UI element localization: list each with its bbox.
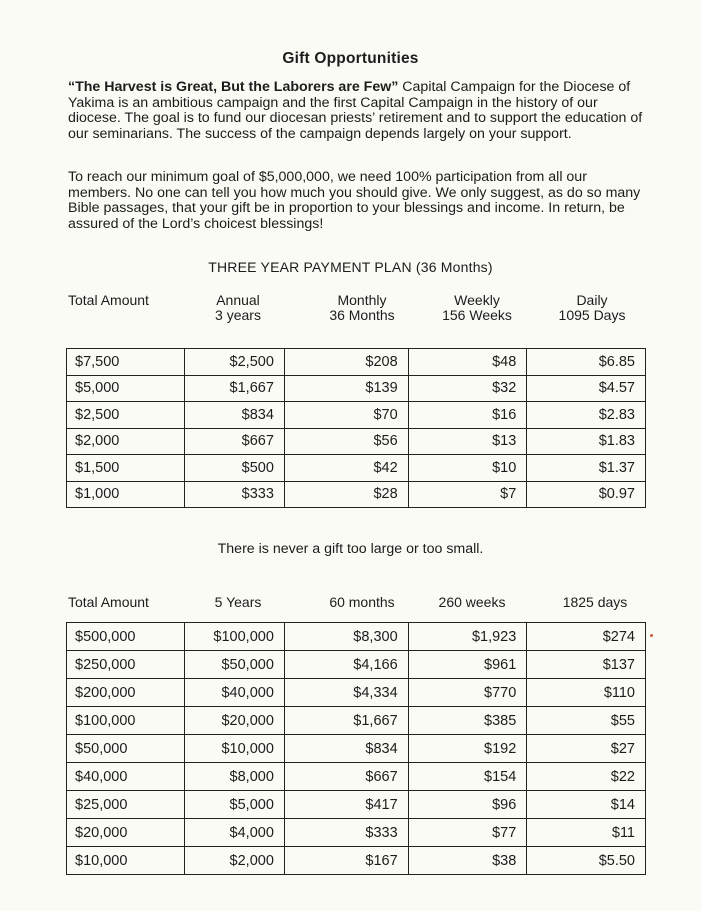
table-cell: $2,500 <box>67 402 185 429</box>
table-cell: $32 <box>408 375 527 402</box>
header-total-amount-2: Total Amount <box>68 594 149 610</box>
table-cell: $7,500 <box>67 349 185 376</box>
table-cell: $27 <box>527 735 646 763</box>
three-year-table <box>66 348 646 508</box>
table-cell: $208 <box>284 349 408 376</box>
header-5-years: 5 Years <box>214 594 262 610</box>
table-cell: $167 <box>284 847 408 875</box>
paper-speck <box>650 634 653 637</box>
table-cell: $10,000 <box>184 735 284 763</box>
table-row <box>67 428 646 455</box>
table-cell: $28 <box>284 481 408 508</box>
table-cell: $200,000 <box>67 679 185 707</box>
table-cell: $13 <box>408 428 527 455</box>
header-daily: Daily 1095 Days <box>558 292 626 323</box>
table-cell: $40,000 <box>67 763 185 791</box>
table-cell: $25,000 <box>67 791 185 819</box>
table-cell: $42 <box>284 455 408 482</box>
table-row <box>67 791 646 819</box>
table-cell: $7 <box>408 481 527 508</box>
table-cell: $22 <box>527 763 646 791</box>
table-cell: $1.37 <box>527 455 646 482</box>
header-1825-days: 1825 days <box>562 594 628 610</box>
table-cell: $500 <box>184 455 284 482</box>
table-cell: $16 <box>408 402 527 429</box>
table-cell: $100,000 <box>184 623 284 651</box>
table-cell: $667 <box>184 428 284 455</box>
table-row <box>67 651 646 679</box>
table-cell: $14 <box>527 791 646 819</box>
table-cell: $417 <box>284 791 408 819</box>
table-cell: $8,300 <box>284 623 408 651</box>
table-row <box>67 679 646 707</box>
table-cell: $834 <box>284 735 408 763</box>
table-cell: $10 <box>408 455 527 482</box>
table-cell: $500,000 <box>67 623 185 651</box>
table-cell: $139 <box>284 375 408 402</box>
table-cell: $110 <box>527 679 646 707</box>
intro-paragraph <box>68 80 650 142</box>
table-cell: $4,334 <box>284 679 408 707</box>
table-row <box>67 707 646 735</box>
table-cell: $770 <box>408 679 527 707</box>
table-cell: $2,000 <box>67 428 185 455</box>
table-cell: $1,000 <box>67 481 185 508</box>
header-weekly: Weekly 156 Weeks <box>442 292 512 323</box>
table-cell: $2,000 <box>184 847 284 875</box>
table-cell: $0.97 <box>527 481 646 508</box>
table-cell: $6.85 <box>527 349 646 376</box>
intro-text: Capital Campaign for the Diocese of Yakima is an ambitious campaign and the first Capital Campaign in the history of our diocese. The goal is to fund our diocesan priests’ retirement and to support the education of our seminarians. The success of the campaign depends largely on your support. <box>68 79 643 142</box>
table-cell: $96 <box>408 791 527 819</box>
table-cell: $667 <box>284 763 408 791</box>
table-cell: $1,500 <box>67 455 185 482</box>
header-monthly: Monthly 36 Months <box>329 292 395 323</box>
table-row <box>67 819 646 847</box>
page-title: Gift Opportunities <box>282 50 419 67</box>
table-cell: $385 <box>408 707 527 735</box>
table-cell: $20,000 <box>184 707 284 735</box>
table-cell: $5.50 <box>527 847 646 875</box>
table-row <box>67 349 646 376</box>
campaign-quote: “The Harvest is Great, But the Laborers are Few” <box>68 79 399 95</box>
five-year-table <box>66 622 646 875</box>
table-cell: $2,500 <box>184 349 284 376</box>
table-row <box>67 623 646 651</box>
table-cell: $192 <box>408 735 527 763</box>
table-cell: $56 <box>284 428 408 455</box>
header-annual: Annual 3 years <box>215 292 261 323</box>
header-total-amount: Total Amount <box>68 292 149 308</box>
table-cell: $4.57 <box>527 375 646 402</box>
header-260-weeks: 260 weeks <box>438 594 506 610</box>
table-cell: $100,000 <box>67 707 185 735</box>
table-cell: $1,667 <box>184 375 284 402</box>
table-cell: $2.83 <box>527 402 646 429</box>
table-row <box>67 455 646 482</box>
table-cell: $10,000 <box>67 847 185 875</box>
table-cell: $50,000 <box>67 735 185 763</box>
table-cell: $8,000 <box>184 763 284 791</box>
table-cell: $250,000 <box>67 651 185 679</box>
table-cell: $40,000 <box>184 679 284 707</box>
table-cell: $1,667 <box>284 707 408 735</box>
table-cell: $77 <box>408 819 527 847</box>
table-cell: $48 <box>408 349 527 376</box>
table-cell: $834 <box>184 402 284 429</box>
table-cell: $1.83 <box>527 428 646 455</box>
table-cell: $1,923 <box>408 623 527 651</box>
table-cell: $4,000 <box>184 819 284 847</box>
table-cell: $961 <box>408 651 527 679</box>
table-cell: $274 <box>527 623 646 651</box>
payment-plan-heading: THREE YEAR PAYMENT PLAN (36 Months) <box>208 259 493 275</box>
gift-note: There is never a gift too large or too small. <box>217 541 484 557</box>
table-row <box>67 735 646 763</box>
table-cell: $50,000 <box>184 651 284 679</box>
table-cell: $333 <box>284 819 408 847</box>
table-cell: $154 <box>408 763 527 791</box>
table-row <box>67 375 646 402</box>
table-row <box>67 481 646 508</box>
table-cell: $55 <box>527 707 646 735</box>
table-cell: $137 <box>527 651 646 679</box>
table-cell: $5,000 <box>67 375 185 402</box>
table-cell: $20,000 <box>67 819 185 847</box>
appeal-paragraph: To reach our minimum goal of $5,000,000, we need 100% participation from all our members. No one can tell you how much you should give. We only suggest, as do so many Bible passages, that your gift be in proportion to your blessings and income. In return, be assured of the Lord’s choicest blessings! <box>68 169 641 232</box>
table-cell: $5,000 <box>184 791 284 819</box>
table-row <box>67 763 646 791</box>
table-cell: $333 <box>184 481 284 508</box>
table-row <box>67 402 646 429</box>
header-60-months: 60 months <box>329 594 395 610</box>
table-cell: $11 <box>527 819 646 847</box>
table-cell: $38 <box>408 847 527 875</box>
table-cell: $70 <box>284 402 408 429</box>
table-cell: $4,166 <box>284 651 408 679</box>
table-row <box>67 847 646 875</box>
